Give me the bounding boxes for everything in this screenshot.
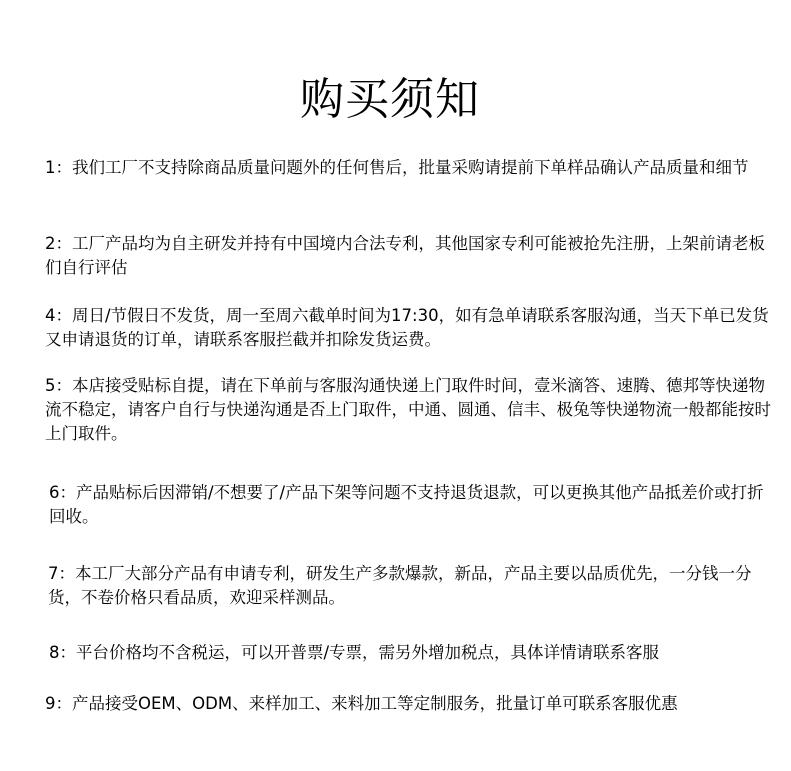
notice-item-7: 7：本工厂大部分产品有申请专利，研发生产多款爆款，新品，产品主要以品质优先，一分钱一分货，不卷价格只看品质，欢迎采样测品。 <box>48 564 752 607</box>
notice-item-8: 8：平台价格均不含税运，可以开普票/专票，需另外增加税点，具体详情请联系客服 <box>49 643 660 662</box>
notice-item-6: 6：产品贴标后因滞销/不想要了/产品下架等问题不支持退货退款，可以更换其他产品抵差价或打折回收。 <box>49 483 764 526</box>
notice-item-9: 9：产品接受OEM、ODM、来样加工、来料加工等定制服务，批量订单可联系客服优惠 <box>45 694 678 713</box>
page-title: 购买须知 <box>300 74 480 125</box>
notice-item-2: 2：工厂产品均为自主研发并持有中国境内合法专利，其他国家专利可能被抢先注册，上架前请老板们自行评估 <box>45 234 765 277</box>
notice-item-5: 5：本店接受贴标自提，请在下单前与客服沟通快递上门取件时间，壹米滴答、速腾、德邦等快递物流不稳定，请客户自行与快递沟通是否上门取件，中通、圆通、信丰、极兔等快递物流一般都能按时上门取件。 <box>45 376 771 443</box>
notice-item-1: 1：我们工厂不支持除商品质量问题外的任何售后，批量采购请提前下单样品确认产品质量和细节 <box>45 158 749 177</box>
notice-item-4: 4：周日/节假日不发货，周一至周六截单时间为17:30，如有急单请联系客服沟通，当天下单已发货又申请退货的订单，请联系客服拦截并扣除发货运费。 <box>45 306 769 349</box>
